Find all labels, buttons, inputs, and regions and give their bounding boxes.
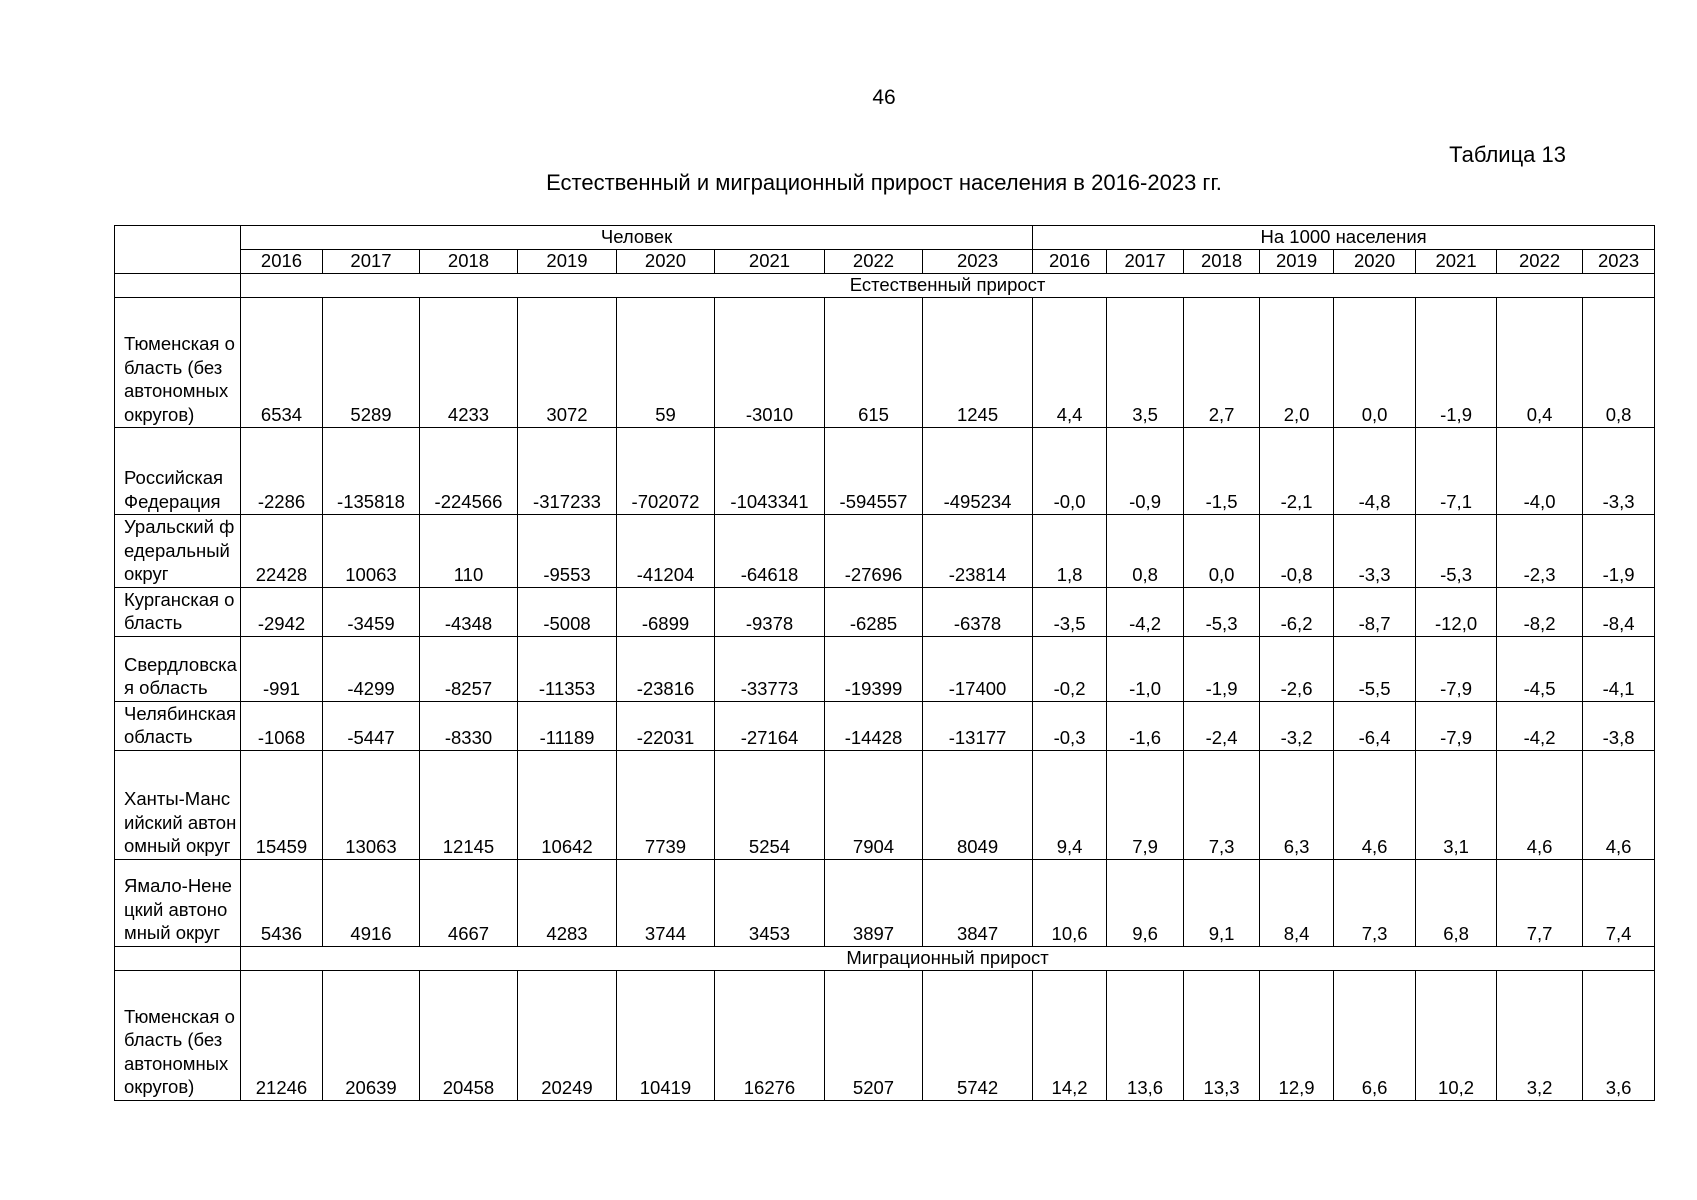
per1000-value: -5,3: [1416, 515, 1497, 588]
per1000-value: -0,3: [1033, 701, 1107, 750]
per1000-value: -0,9: [1107, 428, 1184, 515]
per1000-value: 7,3: [1334, 859, 1416, 946]
per1000-value: -0,0: [1033, 428, 1107, 515]
people-value: -594557: [825, 428, 923, 515]
per1000-value: -3,2: [1260, 701, 1334, 750]
people-value: 4667: [420, 859, 518, 946]
per1000-value: 13,6: [1107, 970, 1184, 1100]
people-value: -17400: [923, 636, 1033, 701]
per1000-value: 4,6: [1497, 750, 1583, 859]
year-header: 2021: [715, 250, 825, 274]
people-value: 16276: [715, 970, 825, 1100]
per1000-value: 7,9: [1107, 750, 1184, 859]
section-header-row: [115, 946, 1655, 970]
people-value: 10642: [518, 750, 617, 859]
year-header: 2022: [825, 250, 923, 274]
people-value: 4233: [420, 298, 518, 428]
people-value: 20639: [323, 970, 420, 1100]
people-value: 15459: [241, 750, 323, 859]
table-row: [115, 701, 1655, 750]
per1000-value: 12,9: [1260, 970, 1334, 1100]
people-value: 12145: [420, 750, 518, 859]
per1000-value: -7,9: [1416, 701, 1497, 750]
year-header: 2019: [1260, 250, 1334, 274]
per1000-value: 13,3: [1184, 970, 1260, 1100]
per1000-value: 3,5: [1107, 298, 1184, 428]
per1000-value: -5,3: [1184, 587, 1260, 636]
per1000-value: -1,5: [1184, 428, 1260, 515]
year-header: 2016: [241, 250, 323, 274]
people-value: -6378: [923, 587, 1033, 636]
people-value: 3453: [715, 859, 825, 946]
people-value: -702072: [617, 428, 715, 515]
people-value: -1043341: [715, 428, 825, 515]
per1000-value: -2,6: [1260, 636, 1334, 701]
table-row: [115, 970, 1655, 1100]
per1000-value: 0,0: [1334, 298, 1416, 428]
region-label: Тюменская область (без автономных округов): [115, 298, 241, 428]
per1000-value: -8,7: [1334, 587, 1416, 636]
population-growth-table: [114, 225, 1655, 1101]
per1000-value: -4,2: [1107, 587, 1184, 636]
year-header: 2020: [1334, 250, 1416, 274]
people-value: 21246: [241, 970, 323, 1100]
people-value: 10063: [323, 515, 420, 588]
people-value: -6285: [825, 587, 923, 636]
people-value: -3459: [323, 587, 420, 636]
page-number: 46: [872, 86, 896, 109]
per1000-value: -12,0: [1416, 587, 1497, 636]
per1000-value: -8,4: [1583, 587, 1655, 636]
people-value: -11189: [518, 701, 617, 750]
per1000-value: 3,6: [1583, 970, 1655, 1100]
per1000-value: 2,7: [1184, 298, 1260, 428]
region-label: Российская Федерация: [115, 428, 241, 515]
people-value: 3847: [923, 859, 1033, 946]
people-value: -224566: [420, 428, 518, 515]
table-title: Естественный и миграционный прирост населения в 2016-2023 гг.: [546, 170, 1222, 195]
group-header-per1000: На 1000 населения: [1033, 226, 1655, 250]
per1000-value: 4,6: [1334, 750, 1416, 859]
per1000-value: 7,7: [1497, 859, 1583, 946]
per1000-value: 1,8: [1033, 515, 1107, 588]
people-value: -3010: [715, 298, 825, 428]
section-blank-cell: [115, 274, 241, 298]
per1000-value: 4,6: [1583, 750, 1655, 859]
people-value: 4283: [518, 859, 617, 946]
per1000-value: 8,4: [1260, 859, 1334, 946]
people-value: 3072: [518, 298, 617, 428]
people-value: -4348: [420, 587, 518, 636]
per1000-value: -7,1: [1416, 428, 1497, 515]
region-label: Ханты-Мансийский автономный округ: [115, 750, 241, 859]
people-value: 22428: [241, 515, 323, 588]
people-value: -317233: [518, 428, 617, 515]
per1000-value: -1,9: [1416, 298, 1497, 428]
per1000-value: -8,2: [1497, 587, 1583, 636]
section-title: Миграционный прирост: [241, 946, 1655, 970]
people-value: 3744: [617, 859, 715, 946]
table-row: [115, 298, 1655, 428]
per1000-value: 2,0: [1260, 298, 1334, 428]
per1000-value: 0,4: [1497, 298, 1583, 428]
people-value: -991: [241, 636, 323, 701]
per1000-value: -4,8: [1334, 428, 1416, 515]
table-row: [115, 428, 1655, 515]
per1000-value: -2,1: [1260, 428, 1334, 515]
per1000-value: 10,6: [1033, 859, 1107, 946]
corner-cell: [115, 226, 241, 274]
people-value: 4916: [323, 859, 420, 946]
region-label: Челябинская область: [115, 701, 241, 750]
year-header: 2020: [617, 250, 715, 274]
people-value: 10419: [617, 970, 715, 1100]
people-value: -2942: [241, 587, 323, 636]
people-value: -5447: [323, 701, 420, 750]
year-header: 2018: [1184, 250, 1260, 274]
people-value: -495234: [923, 428, 1033, 515]
people-value: -5008: [518, 587, 617, 636]
per1000-value: -0,2: [1033, 636, 1107, 701]
section-title: Естественный прирост: [241, 274, 1655, 298]
people-value: -1068: [241, 701, 323, 750]
people-value: 5207: [825, 970, 923, 1100]
people-value: -135818: [323, 428, 420, 515]
region-label: Ямало-Ненецкий автономный округ: [115, 859, 241, 946]
per1000-value: -0,8: [1260, 515, 1334, 588]
per1000-value: -1,9: [1583, 515, 1655, 588]
people-value: -19399: [825, 636, 923, 701]
per1000-value: -4,2: [1497, 701, 1583, 750]
people-value: 6534: [241, 298, 323, 428]
region-label: Уральский федеральный округ: [115, 515, 241, 588]
year-header: 2022: [1497, 250, 1583, 274]
per1000-value: 6,8: [1416, 859, 1497, 946]
per1000-value: 0,8: [1583, 298, 1655, 428]
table-row: [115, 859, 1655, 946]
people-value: 13063: [323, 750, 420, 859]
people-value: -4299: [323, 636, 420, 701]
year-header: 2017: [1107, 250, 1184, 274]
table-row: [115, 636, 1655, 701]
table-row: [115, 750, 1655, 859]
year-header: 2023: [1583, 250, 1655, 274]
per1000-value: -3,8: [1583, 701, 1655, 750]
header-row-years: [115, 250, 1655, 274]
per1000-value: -7,9: [1416, 636, 1497, 701]
people-value: 615: [825, 298, 923, 428]
per1000-value: -1,0: [1107, 636, 1184, 701]
people-value: -9553: [518, 515, 617, 588]
per1000-value: -6,2: [1260, 587, 1334, 636]
section-header-row: [115, 274, 1655, 298]
people-value: -27696: [825, 515, 923, 588]
year-header: 2023: [923, 250, 1033, 274]
people-value: -33773: [715, 636, 825, 701]
people-value: -2286: [241, 428, 323, 515]
table-row: [115, 587, 1655, 636]
people-value: 8049: [923, 750, 1033, 859]
per1000-value: 7,3: [1184, 750, 1260, 859]
per1000-value: 3,2: [1497, 970, 1583, 1100]
region-label: Тюменская область (без автономных округов): [115, 970, 241, 1100]
per1000-value: -2,4: [1184, 701, 1260, 750]
per1000-value: 9,1: [1184, 859, 1260, 946]
per1000-value: 9,6: [1107, 859, 1184, 946]
people-value: 3897: [825, 859, 923, 946]
group-header-people: Человек: [241, 226, 1033, 250]
people-value: 7904: [825, 750, 923, 859]
per1000-value: 3,1: [1416, 750, 1497, 859]
region-label: Свердловская область: [115, 636, 241, 701]
table-row: [115, 515, 1655, 588]
year-header: 2019: [518, 250, 617, 274]
per1000-value: 0,0: [1184, 515, 1260, 588]
per1000-value: 4,4: [1033, 298, 1107, 428]
people-value: -23814: [923, 515, 1033, 588]
per1000-value: -3,5: [1033, 587, 1107, 636]
per1000-value: -4,5: [1497, 636, 1583, 701]
people-value: -8330: [420, 701, 518, 750]
region-label: Курганская область: [115, 587, 241, 636]
year-header: 2021: [1416, 250, 1497, 274]
people-value: 7739: [617, 750, 715, 859]
people-value: 5742: [923, 970, 1033, 1100]
people-value: 1245: [923, 298, 1033, 428]
people-value: 59: [617, 298, 715, 428]
per1000-value: -1,9: [1184, 636, 1260, 701]
per1000-value: 10,2: [1416, 970, 1497, 1100]
section-blank-cell: [115, 946, 241, 970]
people-value: -9378: [715, 587, 825, 636]
year-header: 2017: [323, 250, 420, 274]
header-row-groups: [115, 226, 1655, 250]
people-value: -13177: [923, 701, 1033, 750]
table-label: Таблица 13: [1449, 142, 1566, 167]
per1000-value: -4,0: [1497, 428, 1583, 515]
people-value: -8257: [420, 636, 518, 701]
people-value: 5289: [323, 298, 420, 428]
per1000-value: -4,1: [1583, 636, 1655, 701]
per1000-value: -3,3: [1334, 515, 1416, 588]
people-value: 5254: [715, 750, 825, 859]
per1000-value: 9,4: [1033, 750, 1107, 859]
people-value: 110: [420, 515, 518, 588]
per1000-value: -2,3: [1497, 515, 1583, 588]
people-value: -41204: [617, 515, 715, 588]
per1000-value: 6,6: [1334, 970, 1416, 1100]
per1000-value: 0,8: [1107, 515, 1184, 588]
people-value: -14428: [825, 701, 923, 750]
people-value: -22031: [617, 701, 715, 750]
year-header: 2018: [420, 250, 518, 274]
year-header: 2016: [1033, 250, 1107, 274]
people-value: -64618: [715, 515, 825, 588]
people-value: -6899: [617, 587, 715, 636]
people-value: -27164: [715, 701, 825, 750]
people-value: -11353: [518, 636, 617, 701]
per1000-value: -3,3: [1583, 428, 1655, 515]
per1000-value: -5,5: [1334, 636, 1416, 701]
people-value: 5436: [241, 859, 323, 946]
per1000-value: 6,3: [1260, 750, 1334, 859]
per1000-value: 14,2: [1033, 970, 1107, 1100]
per1000-value: -6,4: [1334, 701, 1416, 750]
people-value: 20249: [518, 970, 617, 1100]
people-value: -23816: [617, 636, 715, 701]
per1000-value: -1,6: [1107, 701, 1184, 750]
per1000-value: 7,4: [1583, 859, 1655, 946]
people-value: 20458: [420, 970, 518, 1100]
